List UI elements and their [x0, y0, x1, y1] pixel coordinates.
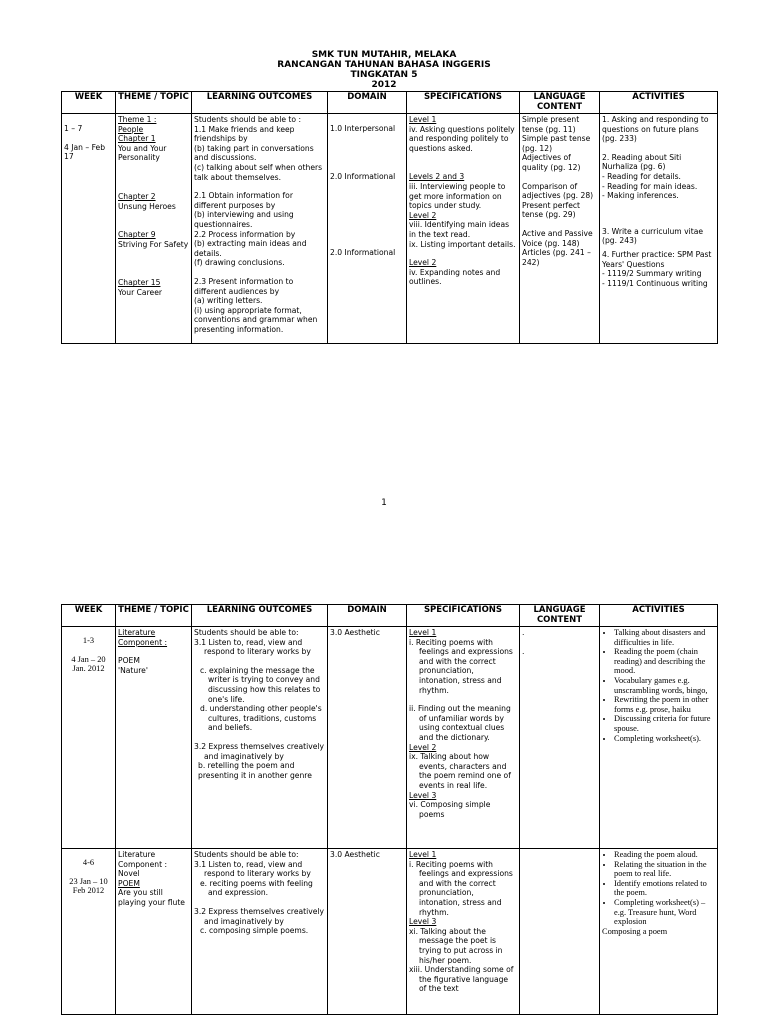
spec-line: viii. Identifying main ideas in the text read.: [409, 220, 510, 239]
outcome-line: 2.2 Process information by: [194, 229, 296, 239]
domain-line: 3.0 Aesthetic: [330, 850, 380, 859]
col-spec: SPECIFICATIONS: [407, 605, 520, 627]
language-line: Articles (pg. 241 – 242): [522, 248, 591, 267]
form-label: TINGKATAN 5: [350, 70, 418, 80]
domain-cell: [328, 849, 407, 1015]
spec-cell: [407, 627, 520, 849]
week-cell: [62, 627, 116, 849]
chapter-1-title: You and Your Personality: [118, 143, 167, 163]
spec-level: Level 1: [409, 115, 437, 124]
outcome-line: 2.1 Obtain information for different purposes by: [194, 191, 293, 210]
outcomes-cell: [192, 114, 328, 344]
outcome-line: c. composing simple poems.: [200, 926, 309, 936]
col-week: WEEK: [62, 92, 116, 114]
spec-line: i. Reciting poems with feelings and expressions and with the correct pronunciation, intonation, stress and rhythm.: [409, 859, 513, 917]
language-line: Present perfect tense (pg. 29): [522, 200, 581, 220]
chapter-2-title: Unsung Heroes: [118, 201, 176, 211]
outcome-line: Students should be able to:: [194, 628, 299, 637]
theme-label: Literature Component : Novel: [118, 850, 168, 879]
spec-line: ix. Talking about how events, characters and the poem remind one of events in real life.: [409, 752, 511, 790]
domain-cell: [328, 114, 407, 344]
theme-label: Literature Component :: [118, 628, 168, 647]
plan-table-2: [61, 604, 718, 1015]
activity-line: - Reading for main ideas.: [602, 181, 698, 191]
outcome-line: b. retelling the poem and presenting it in another genre: [198, 761, 312, 780]
spec-cell: [407, 114, 520, 344]
activity-line: - Reading for details.: [602, 171, 681, 181]
week-cell: [62, 849, 116, 1015]
outcome-line: 1.1 Make friends and keep friendships by: [194, 124, 295, 144]
outcome-line: 3.2 Express themselves creatively and imaginatively by: [194, 741, 325, 761]
col-week: WEEK: [62, 605, 116, 627]
spec-level: Level 2: [409, 742, 437, 752]
outcome-line: e. reciting poems with feeling and expression.: [200, 878, 313, 898]
outcome-line: c. explaining the message the writer is trying to convey and discussing how this relates to one's life.: [200, 665, 321, 704]
theme-title: 'Nature': [118, 665, 148, 675]
activity-item: • Completing worksheet(s) – e.g. Treasure hunt, Word explosion: [614, 898, 715, 927]
outcomes-cell: [192, 849, 328, 1015]
theme-cell: [116, 114, 192, 344]
domain-line: 2.0 Informational: [330, 248, 396, 258]
outcomes-cell: [192, 627, 328, 849]
outcome-line: (b) interviewing and using questionnaires.: [194, 210, 294, 229]
outcome-line: (b) extracting main ideas and details.: [194, 239, 307, 258]
language-line: Comparison of adjectives (pg. 28): [522, 181, 594, 201]
activity-item: • Rewriting the poem in other forms e.g. prose, haiku: [614, 695, 715, 714]
spec-line: iv. Asking questions politely and responding politely to questions asked.: [409, 124, 515, 153]
week-range: 4-6: [82, 858, 95, 867]
domain-line: 3.0 Aesthetic: [330, 628, 380, 637]
activity-line: - 1119/1 Continuous writing: [602, 278, 708, 288]
language-line: Active and Passive Voice (pg. 148): [522, 228, 593, 248]
activity-item: • Reading the poem aloud.: [614, 850, 715, 860]
table-row: [62, 114, 718, 344]
theme-cell: [116, 627, 192, 849]
outcome-line: Students should be able to:: [194, 850, 299, 859]
col-activities: ACTIVITIES: [600, 605, 718, 627]
spec-level: Level 1: [409, 850, 437, 859]
theme-name: People: [118, 124, 144, 134]
week-cell: [62, 114, 116, 344]
plan-title: RANCANGAN TAHUNAN BAHASA INGGERIS: [277, 60, 491, 70]
language-line: Adjectives of quality (pg. 12): [522, 153, 581, 172]
domain-cell: [328, 627, 407, 849]
week-range: 1-3: [82, 636, 95, 645]
outcome-line: (i) using appropriate format, conventions and grammar when presenting information.: [194, 305, 318, 334]
theme-label: Theme 1 :: [118, 115, 157, 124]
activity-line: - Making inferences.: [602, 191, 679, 201]
year-label: 2012: [371, 80, 397, 90]
chapter-2: Chapter 2: [118, 191, 156, 201]
outcome-line: 2.3 Present information to different audiences by: [194, 276, 294, 296]
plan-table-1: [61, 91, 718, 344]
outcome-line: (b) taking part in conversations and discussions.: [194, 143, 314, 163]
activity-line: 2. Reading about Siti Nurhaliza (pg. 6): [602, 152, 682, 172]
chapter-1: Chapter 1: [118, 134, 156, 144]
spec-cell: [407, 849, 520, 1015]
activities-cell: [600, 627, 718, 849]
spec-level: Level 2: [409, 210, 437, 220]
spec-line: iv. Expanding notes and outlines.: [409, 267, 501, 287]
theme-name: POEM: [118, 878, 140, 888]
theme-name: POEM: [118, 656, 140, 666]
activity-item: • Talking about disasters and difficulties in life.: [614, 628, 715, 647]
spec-line: xiii. Understanding some of the figurative language of the text: [409, 965, 514, 994]
spec-level: Levels 2 and 3: [409, 172, 465, 182]
activity-line: Composing a poem: [602, 926, 668, 936]
page-number: 1: [381, 498, 387, 508]
col-domain: DOMAIN: [328, 605, 407, 627]
outcome-line: (c) talking about self when others talk about themselves.: [194, 162, 323, 182]
week-dates: 4 Jan – Feb 17: [64, 142, 106, 162]
school-name: SMK TUN MUTAHIR, MELAKA: [311, 50, 457, 60]
spec-line: xi. Talking about the message the poet is trying to put across in his/her poem.: [409, 926, 503, 965]
language-line: Simple present tense (pg. 11): [522, 115, 580, 134]
week-range: 1 – 7: [64, 124, 83, 133]
col-domain: DOMAIN: [328, 92, 407, 114]
spec-line: vi. Composing simple poems: [409, 800, 491, 819]
outcome-line: Students should be able to :: [194, 115, 302, 124]
activities-cell: [600, 849, 718, 1015]
spec-level: Level 3: [409, 790, 437, 800]
col-theme: THEME / TOPIC: [116, 92, 192, 114]
language-line: Simple past tense (pg. 12): [522, 134, 591, 153]
spec-line: ix. Listing important details.: [409, 239, 516, 249]
activity-line: 4. Further practice: SPM Past Years' Questions: [602, 249, 712, 269]
activity-item: • Completing worksheet(s).: [614, 734, 715, 744]
language-cell: [520, 114, 600, 344]
language-cell: [520, 627, 600, 849]
activity-line: 1. Asking and responding to questions on future plans (pg. 233): [602, 115, 709, 144]
chapter-15: Chapter 15: [118, 278, 161, 288]
col-activities: ACTIVITIES: [600, 92, 718, 114]
activity-item: • Vocabulary games e.g. unscrambling words, bingo,: [614, 676, 715, 695]
language-line: .: [522, 628, 525, 637]
domain-line: 2.0 Informational: [330, 171, 396, 181]
week-dates: 4 Jan – 20 Jan. 2012: [71, 654, 106, 674]
spec-level: Level 2: [409, 258, 437, 268]
outcome-line: (f) drawing conclusions.: [194, 258, 285, 268]
spec-line: ii. Finding out the meaning of unfamiliar words by using contextual clues and the dictionary.: [409, 704, 511, 742]
language-cell: [520, 849, 600, 1015]
outcome-line: 3.1 Listen to, read, view and respond to literary works by: [194, 637, 311, 657]
col-spec: SPECIFICATIONS: [407, 92, 520, 114]
chapter-15-title: Your Career: [118, 287, 163, 297]
week-dates: 23 Jan – 10 Feb 2012: [69, 876, 108, 896]
spec-line: iii. Interviewing people to get more information on topics under study.: [409, 181, 506, 211]
outcome-line: (a) writing letters.: [194, 296, 263, 306]
col-outcomes: LEARNING OUTCOMES: [192, 605, 328, 627]
spec-level: Level 1: [409, 628, 437, 637]
activity-item: • Identify emotions related to the poem.: [614, 879, 715, 898]
activity-item: • Discussing criteria for future spouse.: [614, 714, 715, 733]
activity-line: 3. Write a curriculum vitae (pg. 243): [602, 226, 704, 246]
col-outcomes: LEARNING OUTCOMES: [192, 92, 328, 114]
table-row: [62, 627, 718, 849]
outcome-line: d. understanding other people's cultures, traditions, customs and beliefs.: [200, 704, 322, 733]
theme-title: Are you still playing your flute: [118, 888, 185, 907]
outcome-line: 3.1 Listen to, read, view and respond to literary works by: [194, 859, 311, 879]
col-language: LANGUAGE CONTENT: [520, 605, 600, 627]
table-row: [62, 849, 718, 1015]
activity-item: • Reading the poem (chain reading) and describing the mood.: [614, 647, 715, 676]
spec-level: Level 3: [409, 917, 437, 927]
outcome-line: 3.2 Express themselves creatively and imaginatively by: [194, 906, 325, 926]
chapter-9-title: Striving For Safety: [118, 239, 189, 249]
activity-line: - 1119/2 Summary writing: [602, 269, 702, 279]
activity-item: • Relating the situation in the poem to real life.: [614, 860, 715, 879]
language-line: .: [522, 646, 525, 656]
domain-line: 1.0 Interpersonal: [330, 124, 396, 133]
spec-line: i. Reciting poems with feelings and expressions and with the correct pronunciation, intonation, stress and rhythm.: [409, 637, 513, 695]
col-language: LANGUAGE CONTENT: [520, 92, 600, 114]
theme-cell: [116, 849, 192, 1015]
chapter-9: Chapter 9: [118, 230, 156, 240]
activities-cell: [600, 114, 718, 344]
col-theme: THEME / TOPIC: [116, 605, 192, 627]
